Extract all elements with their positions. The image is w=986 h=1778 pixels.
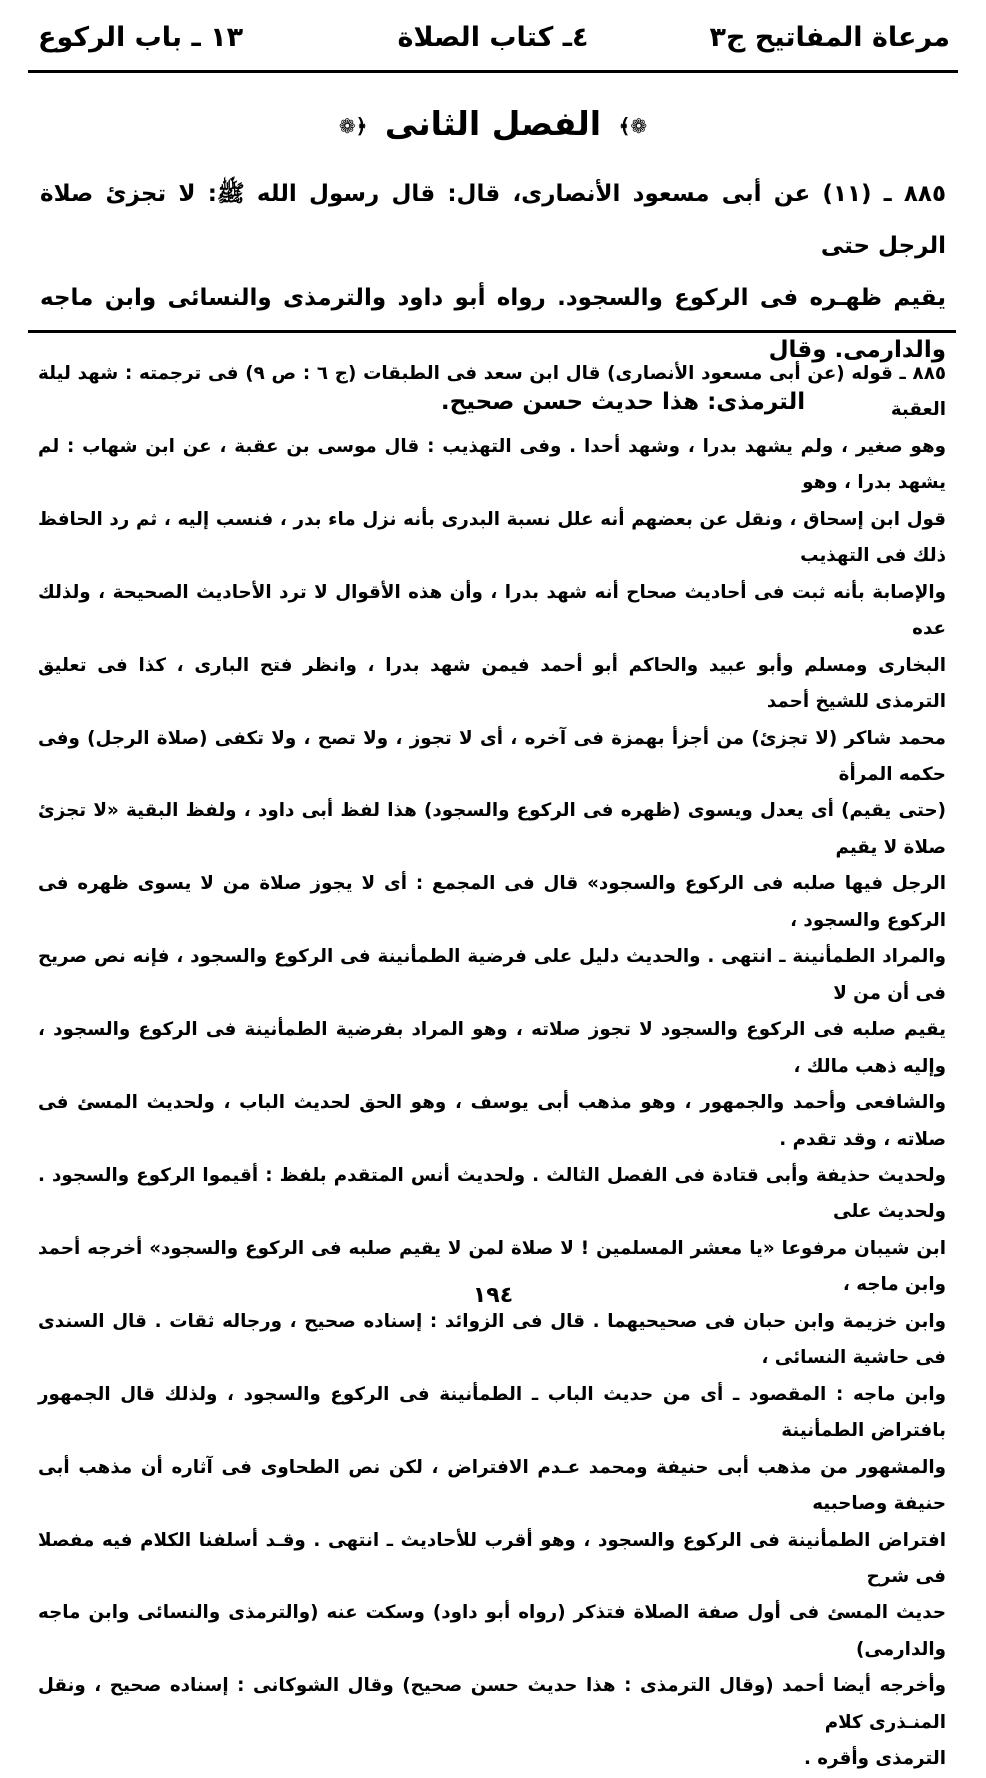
ornament-icon: ❁﴾ xyxy=(618,113,648,138)
commentary-line: وأخرجه أيضا أحمد (وقال الترمذى : هذا حديث حسن صحيح) وقال الشوكانى : إسناده صحيح ، ونقل المنـذرى كلام xyxy=(38,1675,946,1733)
divider-rule xyxy=(28,330,956,333)
page-number: ١٩٤ xyxy=(472,1283,514,1308)
header-rule xyxy=(28,70,958,73)
section-heading xyxy=(0,104,986,154)
commentary-line: والشافعى وأحمد والجمهور ، وهو مذهب أبى يوسف ، وهو الحق لحديث الباب ، ولحديث المسئ فى صلاته ، وقد تقدم . xyxy=(38,1092,946,1150)
header-book-title: مرعاة المفاتيح ج٣ xyxy=(709,22,950,53)
commentary-line: ابن شيبان مرفوعا «يا معشر المسلمين ! لا صلاة لمن لا يقيم صلبه فى الركوع والسجود» أخرجه أحمد وابن ماجه ، xyxy=(38,1237,946,1296)
commentary-line: والمشهور من مذهب أبى حنيفة ومحمد عـدم الافتراض ، لكن نص الطحاوى فى آثاره أن مذهب أبى حنيفة وصاحبيه xyxy=(38,1456,946,1515)
commentary-line: الترمذى وأقره . xyxy=(803,1748,946,1770)
commentary-line: (حتى يقيم) أى يعدل ويسوى (ظهره فى الركوع والسجود) هذا لفظ أبى داود ، ولفظ البقية «لا تجزئ صلاة لا يقيم xyxy=(38,800,946,858)
commentary-line: والإصابة بأنه ثبت فى أحاديث صحاح أنه شهد بدرا ، وأن هذه الأقوال لا ترد الأحاديث الصحيحة ، ولذلك عده xyxy=(38,581,946,640)
commentary-line: يقيم صلبه فى الركوع والسجود لا تجوز صلاته ، وهو المراد بفرضية الطمأنينة فى الركوع والسجود ، وإليه ذهب مالك ، xyxy=(38,1019,946,1077)
running-header xyxy=(28,18,958,68)
commentary-line: الرجل فيها صلبه فى الركوع والسجود» قال فى المجمع : أى لا يجوز صلاة من لا يسوى ظهره فى الركوع والسجود ، xyxy=(38,873,946,931)
hadith-line: ٨٨٥ ـ (١١) عن أبى مسعود الأنصارى، قال: قال رسول الله ﷺ: لا تجزئ صلاة الرجل حتى xyxy=(40,181,946,259)
commentary-line: قول ابن إسحاق ، ونقل عن بعضهم أنه علل نسبة البدرى بأنه نزل ماء بدر ، فنسب إليه ، ثم رد الحافظ ذلك فى التهذيب xyxy=(38,508,946,567)
commentary-line: ٨٨٥ ـ قوله (عن أبى مسعود الأنصارى) قال ابن سعد فى الطبقات (ج ٦ : ص ٩) فى ترجمته : شهد ليلة العقبة xyxy=(38,363,947,421)
header-section: ١٣ ـ باب الركوع xyxy=(38,22,244,53)
section-title: الفصل الثانى xyxy=(384,104,602,143)
commentary-text xyxy=(38,356,946,1778)
commentary-line: وهو صغير ، ولم يشهد بدرا ، وشهد أحدا . وفى التهذيب : قال موسى بن عقبة ، عن ابن شهاب : لم يشهد بدرا ، وهو xyxy=(38,435,946,494)
commentary-line: ولحديث حذيفة وأبى قتادة فى الفصل الثالث . ولحديث أنس المتقدم بلفظ : أقيموا الركوع والسجود . ولحديث على xyxy=(38,1164,946,1223)
commentary-line: البخارى ومسلم وأبو عبيد والحاكم أبو أحمد فيمن شهد بدرا ، وانظر فتح البارى ، كذا فى تعليق الترمذى للشيخ أحمد xyxy=(38,654,946,713)
commentary-line: افتراض الطمأنينة فى الركوع والسجود ، وهو أقرب للأحاديث ـ انتهى . وقـد أسلفنا الكلام فيه مفصلا فى شرح xyxy=(38,1529,946,1587)
commentary-line: وابن ماجه : المقصود ـ أى من حديث الباب ـ الطمأنينة فى الركوع والسجود ، ولذلك قال الجمهور بافتراض الطمأنينة xyxy=(38,1383,946,1442)
hadith-line: الترمذى: هذا حديث حسن صحيح. xyxy=(440,389,806,415)
header-chapter: ٤ـ كتاب الصلاة xyxy=(397,22,589,53)
commentary-line: وابن خزيمة وابن حبان فى صحيحيهما . قال فى الزوائد : إسناده صحيح ، ورجاله ثقات . قال السندى فى حاشية النسائى ، xyxy=(38,1310,946,1369)
commentary-line: حديث المسئ فى أول صفة الصلاة فتذكر (رواه أبو داود) وسكت عنه (والترمذى والنسائى وابن ماجه والدارمى) xyxy=(38,1602,946,1660)
commentary-line: والمراد الطمأنينة ـ انتهى . والحديث دليل على فرضية الطمأنينة فى الركوع والسجود ، فإنه نص صريح فى أن من لا xyxy=(38,946,946,1004)
hadith-line: يقيم ظهـره فى الركوع والسجود. رواه أبو داود والترمذى والنسائى وابن ماجه والدارمى. وقال xyxy=(40,285,946,363)
commentary-line: محمد شاكر (لا تجزئ) من أجزأ بهمزة فى آخره ، أى لا تجوز ، ولا تصح ، ولا تكفى (صلاة الرجل) وفى حكمه المرأة xyxy=(38,727,946,785)
ornament-icon: ﴿❁ xyxy=(338,113,368,138)
